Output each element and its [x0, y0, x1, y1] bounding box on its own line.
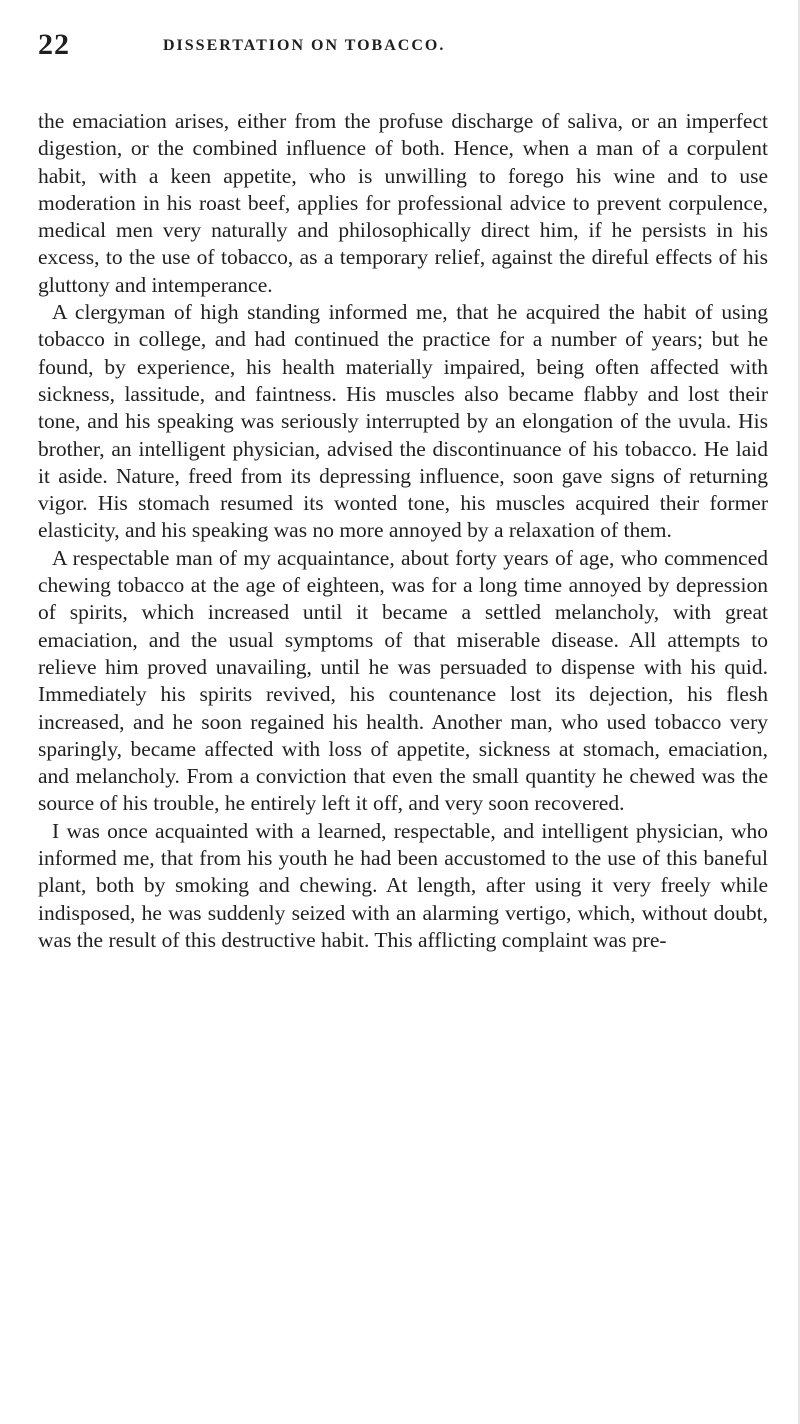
paragraph: A clergyman of high standing informed me, that he acquired the habit of using tobacco in college, and had continued the practice for a number of years; but he found, by experience, his health materially impaired, being often affected with sickness, lassitude, and faintness. His muscles also became flabby and lost their tone, and his speaking was seriously interrupted by an elongation of the uvula. His brother, an intelligent physician, advised the discontinuance of his tobacco. He laid it aside. Nature, freed from its depressing influence, soon gave signs of returning vigor. His stomach resumed its wonted tone, his muscles acquired their former elasticity, and his speaking was no more annoyed by a relaxation of them. [38, 300, 768, 543]
paragraph: I was once acquainted with a learned, respectable, and intelligent physician, who informed me, that from his youth he had been accustomed to the use of this baneful plant, both by smoking and chewing. At length, after using it very freely while indisposed, he was suddenly seized with an alarming vertigo, which, without doubt, was the result of this destructive habit. This afflicting complaint was pre- [38, 818, 768, 952]
paragraph: A respectable man of my acquaintance, about forty years of age, who commenced chewing tobacco at the age of eighteen, was for a long time annoyed by depression of spirits, which increased until it became a settled melancholy, with great emaciation, and the usual symptoms of that miserable disease. All attempts to relieve him proved unavailing, until he was persuaded to dispense with his quid. Immediately his spirits revived, his countenance lost its dejection, his flesh increased, and he soon regained his health. Another man, who used tobacco very sparingly, became affected with loss of appetite, sickness at stomach, emaciation, and melancholy. From a conviction that even the small quantity he chewed was the source of his trouble, he entirely left it off, and very soon recovered. [38, 545, 768, 816]
page-number: 22 [38, 28, 70, 61]
running-title: DISSERTATION ON TOBACCO. [163, 37, 446, 54]
paragraph: the emaciation arises, either from the profuse discharge of saliva, or an imperfect digestion, or the combined influence of both. Hence, when a man of a corpulent habit, with a keen appetite, who is unwilling to forego his wine and to use moderation in his roast beef, applies for professional advice to prevent corpulence, medical men very naturally and philosophically direct him, if he persists in his excess, to the use of tobacco, as a temporary relief, against the direful effects of his gluttony and intemperance. [38, 109, 768, 297]
running-head [38, 28, 778, 68]
body-text [38, 108, 768, 954]
